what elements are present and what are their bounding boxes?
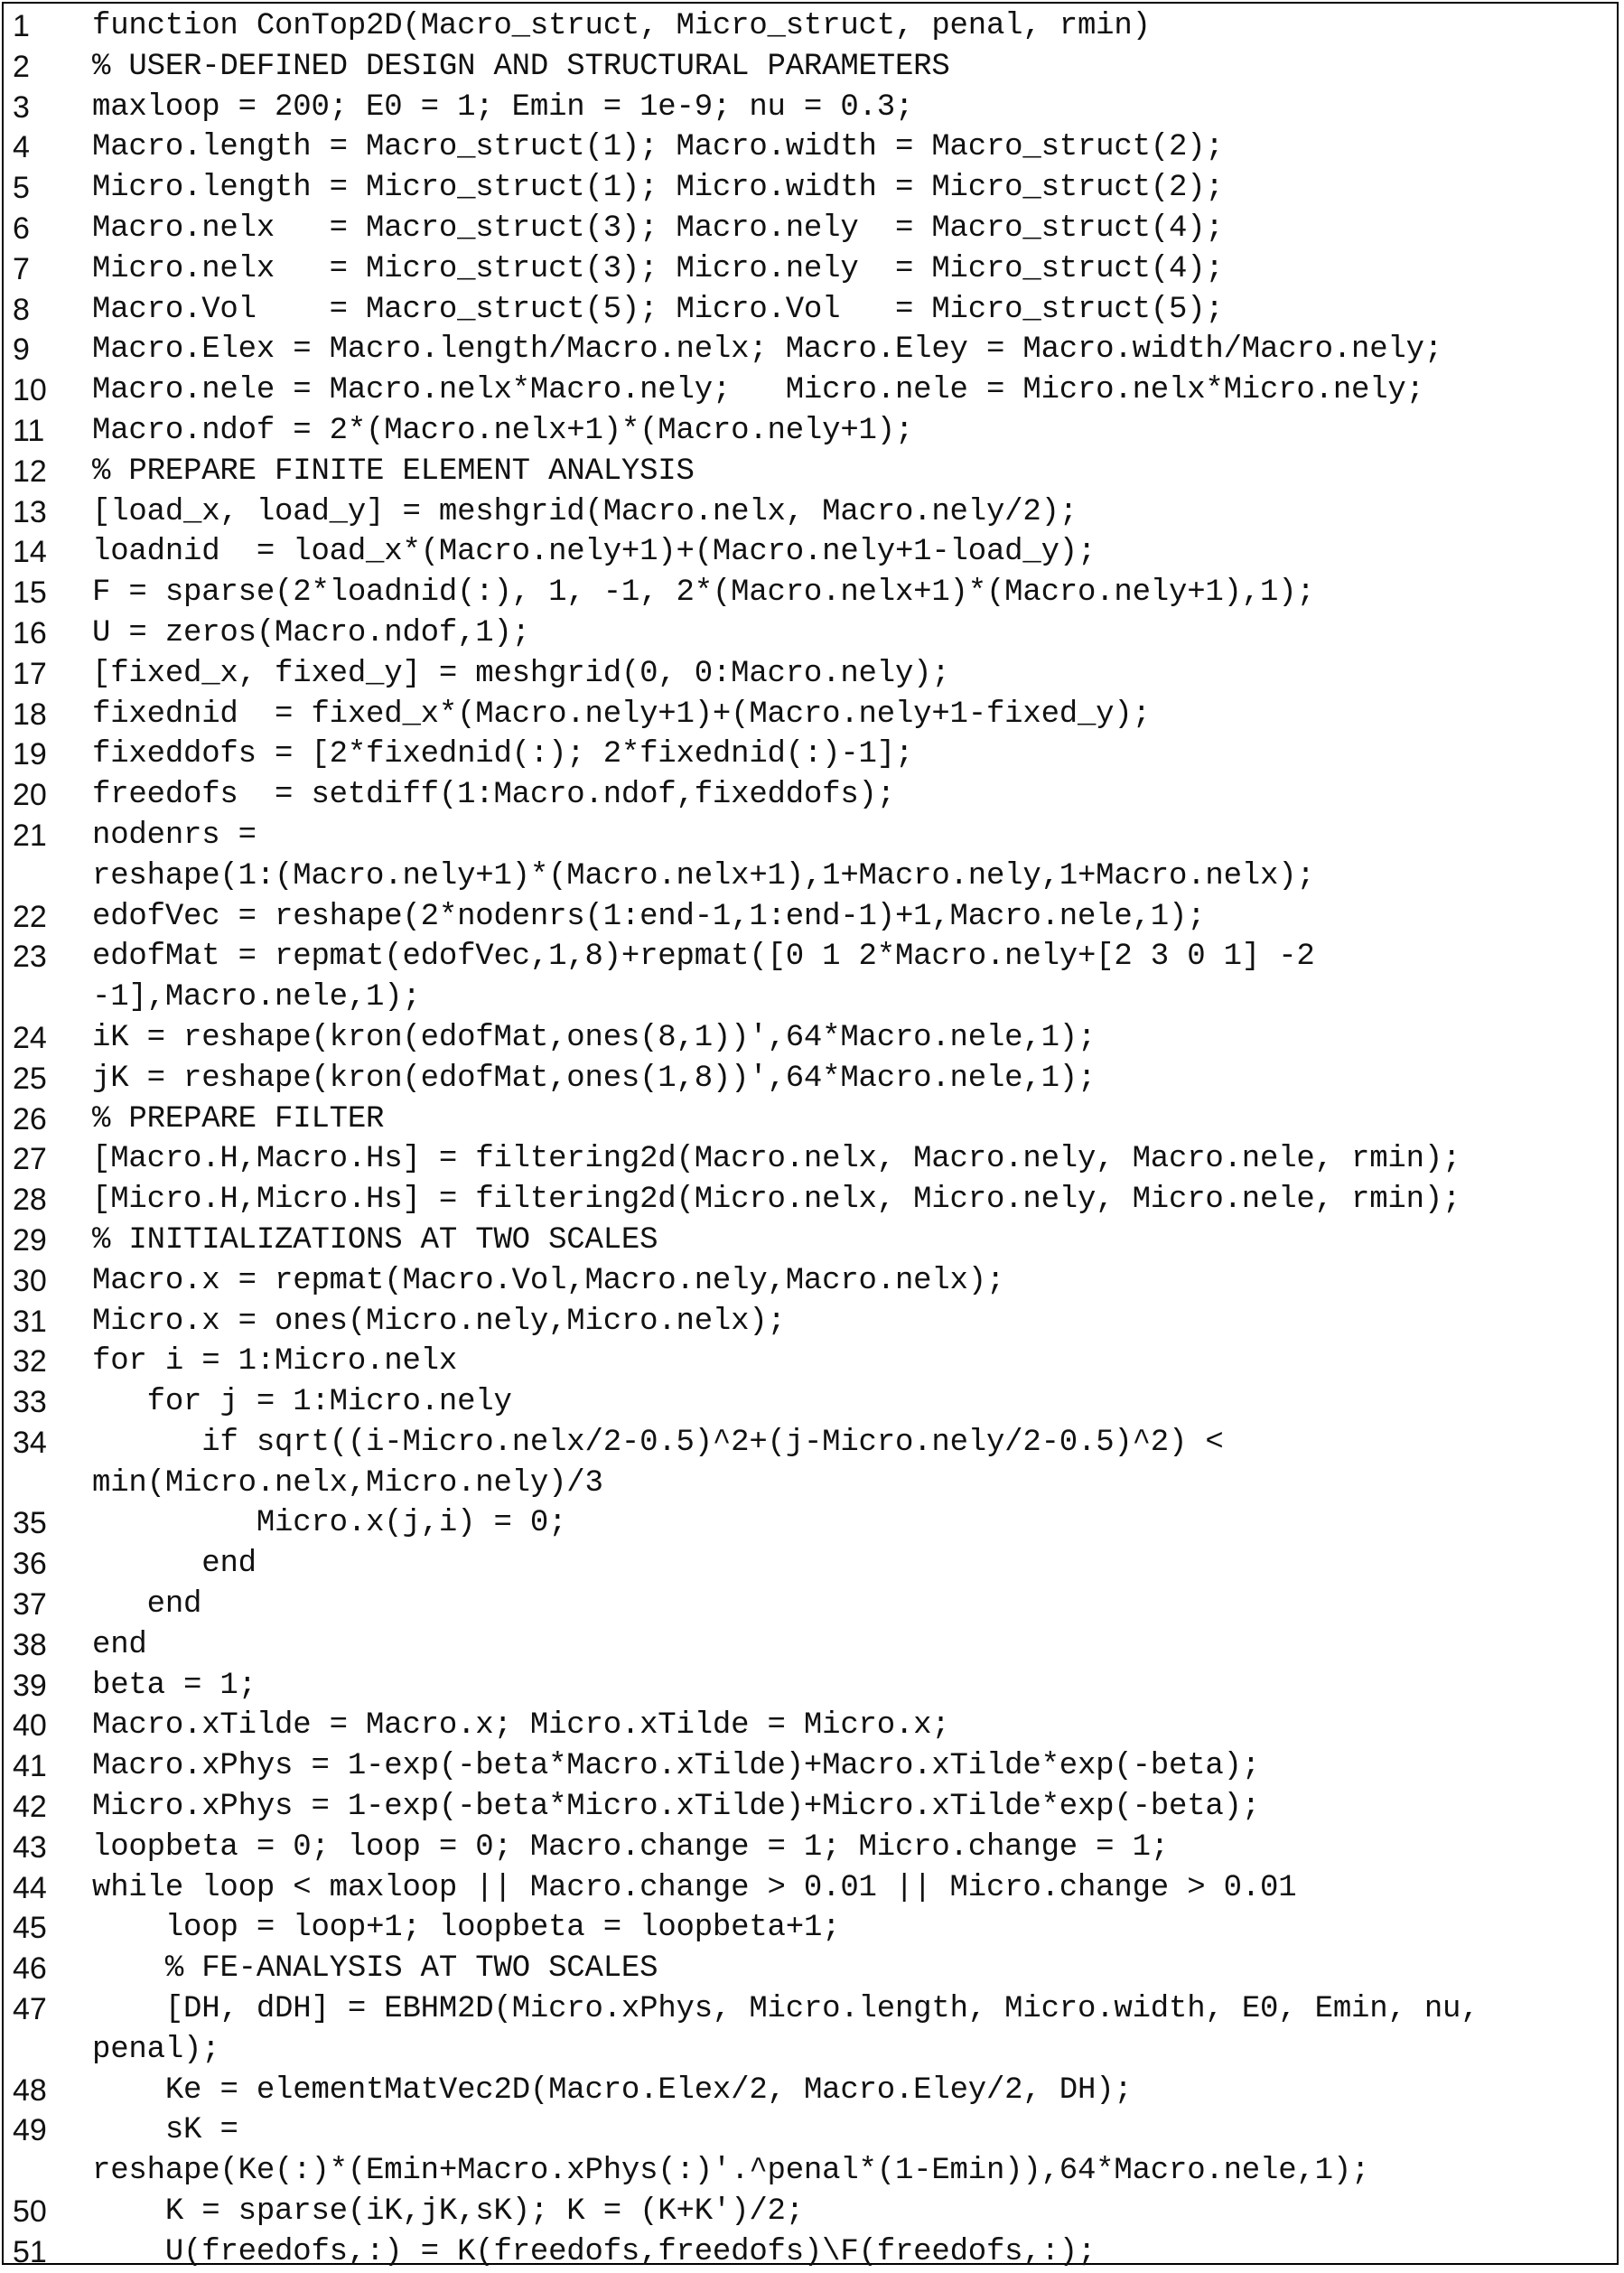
code-line — [4, 573, 1620, 613]
code-line — [4, 1059, 1620, 1099]
line-number: 13 — [13, 494, 47, 529]
code-text — [92, 1868, 1610, 1909]
code-text — [92, 2192, 1610, 2232]
code-text-main: Micro.x = ones(Micro.nely,Micro.nelx); — [92, 1304, 786, 1339]
line-number: 30 — [13, 1263, 47, 1298]
code-line — [4, 168, 1620, 209]
line-number: 40 — [13, 1708, 47, 1744]
code-line — [4, 1382, 1620, 1423]
code-text-main: nodenrs = — [92, 818, 257, 853]
code-text-main: Micro.xPhys = 1-exp(-beta*Micro.xTilde)+Micro.xTilde*exp(-beta); — [92, 1790, 1261, 1825]
code-line — [4, 2192, 1620, 2232]
line-number: 6 — [13, 210, 30, 246]
code-text — [92, 1261, 1610, 1302]
code-text-main: [DH, dDH] = EBHM2D(Micro.xPhys, Micro.length, Micro.width, E0, Emin, nu, — [92, 1992, 1479, 2027]
code-text — [92, 2110, 1610, 2192]
code-text-main: Macro.nele = Macro.nelx*Macro.nely; Micro.nele = Micro.nelx*Micro.nely; — [92, 373, 1424, 408]
line-number: 9 — [13, 332, 30, 368]
line-number: 47 — [13, 1992, 47, 2027]
code-line — [4, 1908, 1620, 1949]
code-text-continuation: reshape(Ke(:)*(Emin+Macro.xPhys(:)'.^penal*(1-Emin)),64*Macro.nele,1); — [92, 2154, 1370, 2189]
code-text-continuation: penal); — [92, 2032, 220, 2067]
code-line — [4, 1342, 1620, 1382]
code-text — [92, 1221, 1610, 1261]
line-number: 41 — [13, 1749, 47, 1784]
code-line — [4, 532, 1620, 573]
code-text-main: K = sparse(iK,jK,sK); K = (K+K')/2; — [92, 2194, 804, 2230]
code-text — [92, 168, 1610, 209]
line-number: 31 — [13, 1304, 47, 1339]
code-text — [92, 1787, 1610, 1828]
code-text — [92, 816, 1610, 897]
code-line — [4, 492, 1620, 533]
code-text — [92, 330, 1610, 370]
code-text-continuation: min(Micro.nelx,Micro.nely)/3 — [92, 1465, 603, 1501]
code-line — [4, 1423, 1620, 1504]
code-line — [4, 88, 1620, 128]
code-text — [92, 1949, 1610, 1989]
code-text-main: [load_x, load_y] = meshgrid(Macro.nelx, Macro.nely/2); — [92, 494, 1078, 529]
code-text-main: U = zeros(Macro.ndof,1); — [92, 615, 530, 650]
code-text — [92, 209, 1610, 249]
code-line — [4, 47, 1620, 88]
line-number: 28 — [13, 1183, 47, 1218]
line-number: 19 — [13, 737, 47, 772]
code-line — [4, 2071, 1620, 2111]
code-text — [92, 695, 1610, 735]
line-number: 32 — [13, 1344, 47, 1380]
line-number: 5 — [13, 171, 30, 206]
code-text — [92, 1018, 1610, 1059]
code-text-main: [fixed_x, fixed_y] = meshgrid(0, 0:Macro.nely); — [92, 656, 950, 691]
code-line — [4, 1989, 1620, 2071]
code-text — [92, 492, 1610, 533]
code-text-main: end — [92, 1587, 202, 1623]
line-number: 44 — [13, 1870, 47, 1905]
line-number: 14 — [13, 535, 47, 570]
line-number: 17 — [13, 656, 47, 691]
code-text — [92, 1139, 1610, 1180]
code-text-main: Micro.length = Micro_struct(1); Micro.width = Micro_struct(2); — [92, 171, 1224, 206]
line-number: 49 — [13, 2113, 47, 2148]
line-number: 2 — [13, 49, 30, 84]
code-text-main: F = sparse(2*loadnid(:), 1, -1, 2*(Macro.nelx+1)*(Macro.nely+1),1); — [92, 575, 1315, 611]
code-text-main: % FE-ANALYSIS AT TWO SCALES — [92, 1951, 658, 1987]
line-number: 38 — [13, 1627, 47, 1662]
line-number: 7 — [13, 251, 30, 286]
code-line — [4, 1261, 1620, 1302]
code-text — [92, 613, 1610, 654]
code-text — [92, 2071, 1610, 2111]
code-text-main: % USER-DEFINED DESIGN AND STRUCTURAL PARAMETERS — [92, 49, 950, 84]
line-number: 26 — [13, 1101, 47, 1136]
code-text — [92, 734, 1610, 775]
code-text — [92, 1989, 1610, 2071]
code-text — [92, 532, 1610, 573]
code-text — [92, 1059, 1610, 1099]
code-text-main: freedofs = setdiff(1:Macro.ndof,fixeddofs); — [92, 778, 895, 813]
code-line — [4, 734, 1620, 775]
code-text-main: loopbeta = 0; loop = 0; Macro.change = 1; Micro.change = 1; — [92, 1829, 1169, 1865]
code-text — [92, 88, 1610, 128]
line-number: 25 — [13, 1061, 47, 1096]
code-text — [92, 1544, 1610, 1585]
code-text — [92, 1706, 1610, 1746]
code-line — [4, 411, 1620, 452]
code-text — [92, 654, 1610, 695]
code-line — [4, 1180, 1620, 1221]
code-text-main: beta = 1; — [92, 1668, 257, 1703]
code-line — [4, 290, 1620, 331]
code-line — [4, 1787, 1620, 1828]
code-text-main: [Macro.H,Macro.Hs] = filtering2d(Macro.nelx, Macro.nely, Macro.nele, rmin); — [92, 1142, 1461, 1177]
code-text — [92, 1302, 1610, 1342]
code-line — [4, 1544, 1620, 1585]
code-text — [92, 290, 1610, 331]
code-text — [92, 1180, 1610, 1221]
code-line — [4, 1503, 1620, 1544]
code-text — [92, 1099, 1610, 1140]
line-number: 4 — [13, 130, 30, 165]
line-number: 34 — [13, 1425, 47, 1460]
code-line — [4, 2110, 1620, 2192]
code-text — [92, 411, 1610, 452]
line-number: 3 — [13, 89, 30, 125]
code-text-main: Macro.Vol = Macro_struct(5); Micro.Vol = Micro_struct(5); — [92, 292, 1224, 327]
line-number: 35 — [13, 1506, 47, 1541]
code-text — [92, 775, 1610, 816]
line-number: 45 — [13, 1911, 47, 1946]
code-line — [4, 1585, 1620, 1625]
code-text-main: fixeddofs = [2*fixednid(:); 2*fixednid(:)-1]; — [92, 737, 914, 772]
code-text-main: jK = reshape(kron(edofMat,ones(1,8))',64*Macro.nele,1); — [92, 1061, 1097, 1096]
code-line — [4, 2232, 1620, 2273]
code-text — [92, 452, 1610, 492]
code-line — [4, 1625, 1620, 1666]
line-number: 39 — [13, 1668, 47, 1703]
code-line — [4, 209, 1620, 249]
code-text-main: edofVec = reshape(2*nodenrs(1:end-1,1:end-1)+1,Macro.nele,1); — [92, 899, 1206, 934]
line-number: 50 — [13, 2194, 47, 2230]
line-number: 1 — [13, 9, 30, 43]
code-text-main: fixednid = fixed_x*(Macro.nely+1)+(Macro.nely+1-fixed_y); — [92, 697, 1151, 732]
code-text-main: Macro.x = repmat(Macro.Vol,Macro.nely,Macro.nelx); — [92, 1263, 1005, 1298]
code-text — [92, 1423, 1610, 1504]
code-text — [92, 127, 1610, 168]
code-text-continuation: -1],Macro.nele,1); — [92, 980, 421, 1015]
code-line — [4, 897, 1620, 938]
code-text — [92, 897, 1610, 938]
code-text — [92, 1908, 1610, 1949]
code-text-main: % PREPARE FILTER — [92, 1101, 385, 1136]
code-text-main: U(freedofs,:) = K(freedofs,freedofs)\F(freedofs,:); — [92, 2234, 1097, 2269]
code-listing-frame — [2, 2, 1619, 2269]
line-number: 21 — [13, 818, 47, 853]
code-text-main: Macro.xTilde = Macro.x; Micro.xTilde = Micro.x; — [92, 1708, 950, 1744]
line-number: 16 — [13, 615, 47, 650]
code-text — [92, 370, 1610, 411]
code-text-continuation: reshape(1:(Macro.nely+1)*(Macro.nelx+1),1+Macro.nely,1+Macro.nelx); — [92, 858, 1315, 893]
code-text-main: Micro.x(j,i) = 0; — [92, 1506, 567, 1541]
code-line — [4, 613, 1620, 654]
code-text-main: Macro.length = Macro_struct(1); Macro.width = Macro_struct(2); — [92, 130, 1224, 165]
line-number: 15 — [13, 575, 47, 611]
code-text-main: Macro.Elex = Macro.length/Macro.nelx; Macro.Eley = Macro.width/Macro.nely; — [92, 332, 1443, 368]
code-text-main: Macro.ndof = 2*(Macro.nelx+1)*(Macro.nely+1); — [92, 413, 914, 448]
code-text-main: edofMat = repmat(edofVec,1,8)+repmat([0 1 2*Macro.nely+[2 3 0 1] -2 — [92, 940, 1315, 975]
code-text-main: if sqrt((i-Micro.nelx/2-0.5)^2+(j-Micro.nely/2-0.5)^2) < — [92, 1425, 1224, 1460]
code-text-main: Macro.xPhys = 1-exp(-beta*Macro.xTilde)+Macro.xTilde*exp(-beta); — [92, 1749, 1261, 1784]
code-text — [92, 1342, 1610, 1382]
code-text — [92, 1666, 1610, 1707]
code-text-main: Ke = elementMatVec2D(Macro.Elex/2, Macro.Eley/2, DH); — [92, 2072, 1133, 2108]
line-number: 23 — [13, 940, 47, 975]
code-text-main: Macro.nelx = Macro_struct(3); Macro.nely = Macro_struct(4); — [92, 210, 1224, 246]
code-line — [4, 1018, 1620, 1059]
code-text — [92, 937, 1610, 1018]
code-text-main: Micro.nelx = Micro_struct(3); Micro.nely = Micro_struct(4); — [92, 251, 1224, 286]
line-number: 27 — [13, 1142, 47, 1177]
line-number: 10 — [13, 373, 47, 408]
code-line — [4, 1221, 1620, 1261]
code-line — [4, 1868, 1620, 1909]
line-number: 11 — [13, 413, 45, 448]
code-text-main: [Micro.H,Micro.Hs] = filtering2d(Micro.nelx, Micro.nely, Micro.nele, rmin); — [92, 1183, 1461, 1218]
code-line — [4, 1099, 1620, 1140]
code-text — [92, 2232, 1610, 2273]
code-line — [4, 1666, 1620, 1707]
code-text-main: % INITIALIZATIONS AT TWO SCALES — [92, 1222, 658, 1258]
line-number: 43 — [13, 1829, 47, 1865]
code-line — [4, 775, 1620, 816]
code-text-main: sK = — [92, 2113, 238, 2148]
code-text-main: iK = reshape(kron(edofMat,ones(8,1))',64*Macro.nele,1); — [92, 1020, 1097, 1055]
code-text — [92, 1503, 1610, 1544]
code-text — [92, 1828, 1610, 1868]
code-line — [4, 1302, 1620, 1342]
code-line — [4, 1139, 1620, 1180]
line-number: 12 — [13, 454, 47, 489]
code-text-main: for j = 1:Micro.nely — [92, 1385, 512, 1420]
code-text — [92, 249, 1610, 290]
code-line — [4, 1949, 1620, 1989]
code-text — [92, 1625, 1610, 1666]
line-number: 22 — [13, 899, 47, 934]
line-number: 20 — [13, 778, 47, 813]
code-text-main: for i = 1:Micro.nelx — [92, 1344, 458, 1380]
code-line — [4, 452, 1620, 492]
line-number: 36 — [13, 1547, 47, 1582]
code-text-main: function ConTop2D(Macro_struct, Micro_struct, penal, rmin) — [92, 9, 1151, 43]
code-text — [92, 6, 1610, 47]
code-text-main: % PREPARE FINITE ELEMENT ANALYSIS — [92, 454, 695, 489]
code-line — [4, 1828, 1620, 1868]
line-number: 51 — [13, 2234, 47, 2269]
code-line — [4, 1746, 1620, 1787]
line-number: 18 — [13, 697, 47, 732]
code-line — [4, 6, 1620, 47]
code-line — [4, 1706, 1620, 1746]
code-line — [4, 937, 1620, 1018]
code-line — [4, 127, 1620, 168]
code-text-main: while loop < maxloop || Macro.change > 0.01 || Micro.change > 0.01 — [92, 1870, 1297, 1905]
line-number: 46 — [13, 1951, 47, 1987]
line-number: 42 — [13, 1790, 47, 1825]
code-text-main: end — [92, 1627, 147, 1662]
line-number: 33 — [13, 1385, 47, 1420]
code-text-main: maxloop = 200; E0 = 1; Emin = 1e-9; nu = 0.3; — [92, 89, 914, 125]
line-number: 29 — [13, 1222, 47, 1258]
line-number: 37 — [13, 1587, 47, 1623]
code-text — [92, 1382, 1610, 1423]
code-text-main: end — [92, 1547, 257, 1582]
code-line — [4, 249, 1620, 290]
code-text-main: loadnid = load_x*(Macro.nely+1)+(Macro.nely+1-load_y); — [92, 535, 1097, 570]
code-text — [92, 47, 1610, 88]
line-number: 24 — [13, 1020, 47, 1055]
code-line — [4, 816, 1620, 897]
code-line — [4, 654, 1620, 695]
code-text — [92, 1585, 1610, 1625]
code-text — [92, 1746, 1610, 1787]
code-listing — [4, 6, 1620, 2273]
code-text-main: loop = loop+1; loopbeta = loopbeta+1; — [92, 1911, 841, 1946]
code-line — [4, 695, 1620, 735]
line-number: 48 — [13, 2072, 47, 2108]
code-text — [92, 573, 1610, 613]
code-line — [4, 330, 1620, 370]
code-line — [4, 370, 1620, 411]
line-number: 8 — [13, 292, 30, 327]
